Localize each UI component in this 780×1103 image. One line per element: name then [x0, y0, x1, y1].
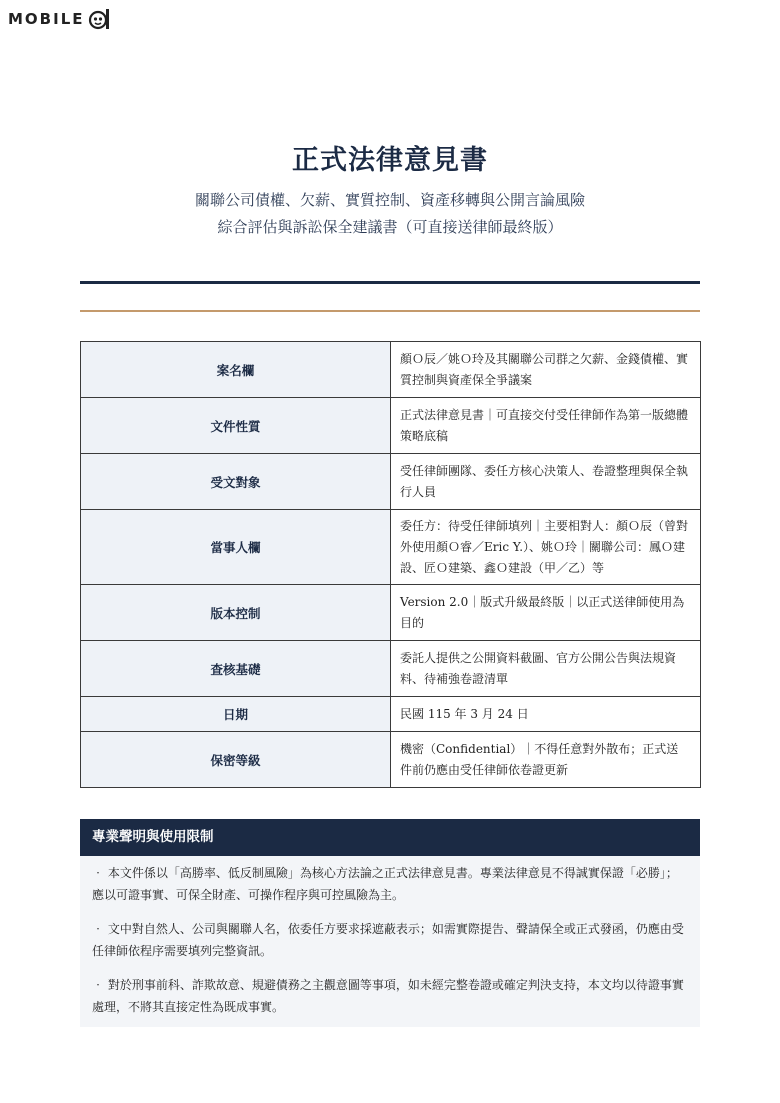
subtitle-line-2: 綜合評估與訴訟保全建議書（可直接送律師最終版） — [217, 218, 563, 236]
table-row — [81, 641, 701, 697]
row-label: 日期 — [81, 697, 391, 732]
row-value: 受任律師團隊、委任方核心決策人、卷證整理與保全執行人員 — [391, 454, 701, 510]
row-label: 案名欄 — [81, 342, 391, 398]
row-label: 查核基礎 — [81, 641, 391, 697]
table-row — [81, 585, 701, 641]
document-title: 正式法律意見書 — [292, 145, 488, 176]
row-value: 機密（Confidential）｜不得任意對外散布；正式送件前仍應由受任律師依卷證更新 — [391, 732, 701, 788]
table-row — [81, 342, 701, 398]
table-row — [81, 510, 701, 585]
subtitle-line-1: 關聯公司債權、欠薪、實質控制、資產移轉與公開言論風險 — [194, 191, 585, 209]
row-label: 版本控制 — [81, 585, 391, 641]
row-value: Version 2.0｜版式升級最終版｜以正式送律師使用為目的 — [391, 585, 701, 641]
row-value: 民國 115 年 3 月 24 日 — [391, 697, 701, 732]
notice-body — [80, 856, 700, 1027]
table-row — [81, 697, 701, 732]
watermark — [8, 6, 111, 32]
row-label: 當事人欄 — [81, 510, 391, 585]
row-label: 受文對象 — [81, 454, 391, 510]
notice-item: ‧ 文中對自然人、公司與關聯人名，依委任方要求採遮蔽表示；如需實際提告、聲請保全或正式發函，仍應由受任律師依程序需要填列完整資訊。 — [92, 922, 684, 958]
divider-navy — [80, 281, 700, 284]
notice-item: ‧ 對於刑事前科、詐欺故意、規避債務之主觀意圖等事項，如未經完整卷證或確定判決支持，本文均以待證事實處理，不將其直接定性為既成事實。 — [92, 978, 684, 1014]
divider-tan — [80, 310, 700, 312]
mobile01-logo-icon — [87, 7, 111, 31]
table-row — [81, 454, 701, 510]
watermark-text: MOBILE — [8, 10, 85, 28]
notice-heading: 專業聲明與使用限制 — [80, 819, 700, 856]
row-value: 委託人提供之公開資料截圖、官方公開公告與法規資料、待補強卷證清單 — [391, 641, 701, 697]
row-value: 委任方：待受任律師填列｜主要相對人：顏Ｏ辰（曾對外使用顏Ｏ睿／Eric Y.）、姚Ｏ玲｜關聯公司：鳳Ｏ建設、匠Ｏ建築、鑫Ｏ建設（甲／乙）等 — [391, 510, 701, 585]
row-label: 文件性質 — [81, 398, 391, 454]
table-row — [81, 732, 701, 788]
row-value: 顏Ｏ辰／姚Ｏ玲及其關聯公司群之欠薪、金錢債權、實質控制與資產保全爭議案 — [391, 342, 701, 398]
row-value: 正式法律意見書｜可直接交付受任律師作為第一版總體策略底稿 — [391, 398, 701, 454]
notice-item: ‧ 本文件係以「高勝率、低反制風險」為核心方法論之正式法律意見書。專業法律意見不得誠實保證「必勝」；應以可證事實、可保全財產、可操作程序與可控風險為主。 — [92, 866, 678, 902]
row-label: 保密等級 — [81, 732, 391, 788]
case-info-table — [80, 341, 701, 788]
table-row — [81, 398, 701, 454]
